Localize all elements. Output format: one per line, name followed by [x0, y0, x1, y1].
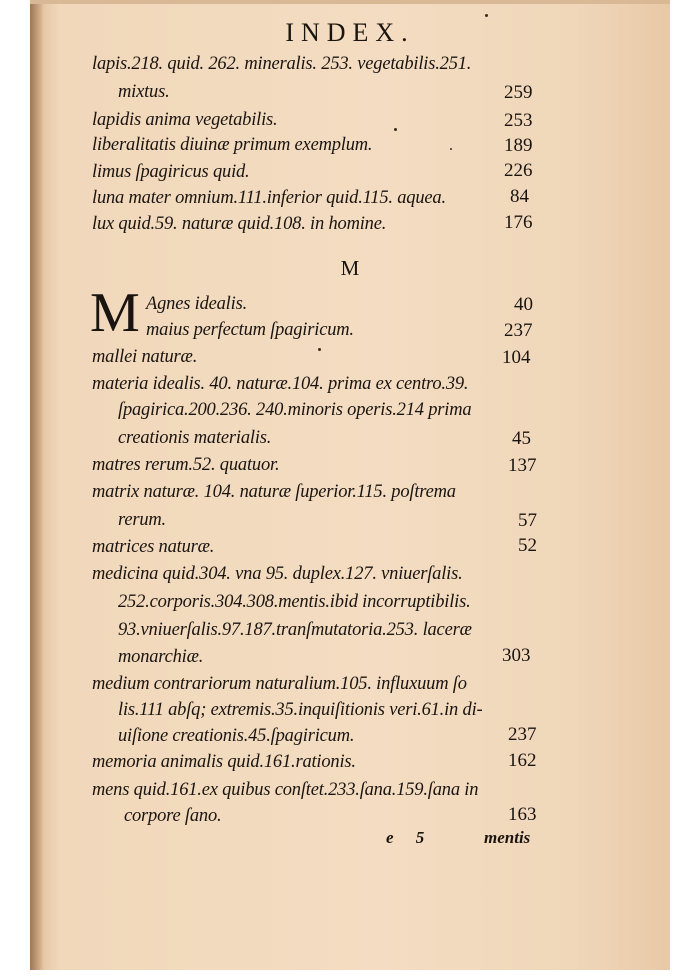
- index-entry: mens quid.161.ex quibus conſtet.233.ſana.159.ſana in: [92, 780, 479, 800]
- section-letter: M: [340, 256, 360, 280]
- index-entry: memoria animalis quid.161.rationis.: [92, 752, 356, 772]
- index-entry: materia idealis. 40. naturæ.104. prima ex centro.39.: [92, 374, 469, 394]
- page-reference: 259: [504, 82, 533, 103]
- drop-cap: M: [90, 282, 140, 344]
- page-header: INDEX.: [285, 18, 415, 47]
- page-reference: 162: [508, 750, 537, 771]
- page-reference: 137: [508, 455, 537, 476]
- index-entry: mallei naturæ.: [92, 347, 198, 367]
- page-top-edge: [30, 0, 670, 4]
- index-entry: lapidis anima vegetabilis.: [92, 110, 278, 130]
- index-entry: liberalitatis diuinæ primum exemplum.: [92, 135, 373, 155]
- index-entry: monarchiæ.: [118, 647, 204, 667]
- index-entry: 93.vniuerſalis.97.187.tranſmutatoria.253. laceræ: [118, 620, 472, 640]
- page-reference: 52: [518, 535, 537, 556]
- index-entry: uiſione creationis.45.ſpagiricum.: [118, 726, 355, 746]
- index-entry: ſpagirica.200.236. 240.minoris operis.214 prima: [118, 400, 472, 420]
- index-entry: medicina quid.304. vna 95. duplex.127. vniuerſalis.: [92, 564, 463, 584]
- index-entry: matrix naturæ. 104. naturæ ſuperior.115. poſtrema: [92, 482, 456, 502]
- page-reference: 303: [502, 645, 531, 666]
- ink-speck: [450, 148, 452, 150]
- index-entry: corpore ſano.: [124, 806, 222, 826]
- page-reference: 226: [504, 160, 533, 181]
- index-entry: 252.corporis.304.308.mentis.ibid incorruptibilis.: [118, 592, 471, 612]
- page-reference: 45: [512, 428, 531, 449]
- index-entry: mixtus.: [118, 82, 170, 102]
- page-reference: 40: [514, 294, 533, 315]
- index-entry: matres rerum.52. quatuor.: [92, 455, 280, 475]
- page-reference: 176: [504, 212, 533, 233]
- signature-mark: e 5: [386, 828, 425, 847]
- index-entry: limus ſpagiricus quid.: [92, 162, 250, 182]
- ink-speck: [318, 348, 321, 351]
- index-entry: luna mater omnium.111.inferior quid.115. aquea.: [92, 188, 446, 208]
- page-reference: 57: [518, 510, 537, 531]
- page-reference: 237: [508, 724, 537, 745]
- page-gutter-shadow: [30, 0, 44, 970]
- index-entry: creationis materialis.: [118, 428, 272, 448]
- index-entry: matrices naturæ.: [92, 537, 215, 557]
- index-entry: rerum.: [118, 510, 166, 530]
- page-reference: 237: [504, 320, 533, 341]
- index-entry: lis.111 abſq; extremis.35.inquiſitionis veri.61.in di-: [118, 700, 483, 720]
- book-page: [30, 0, 670, 970]
- index-entry: lux quid.59. naturæ quid.108. in homine.: [92, 214, 387, 234]
- page-reference: 163: [508, 804, 537, 825]
- page-reference: 84: [510, 186, 529, 207]
- page-reference: 253: [504, 110, 533, 131]
- ink-speck: [485, 14, 488, 17]
- index-entry: maius perfectum ſpagiricum.: [146, 320, 354, 340]
- ink-speck: [394, 128, 397, 131]
- page-reference: 189: [504, 135, 533, 156]
- index-entry: Agnes idealis.: [146, 294, 247, 314]
- index-entry: lapis.218. quid. 262. mineralis. 253. vegetabilis.251.: [92, 54, 472, 74]
- catchword: mentis: [484, 828, 531, 847]
- page-reference: 104: [502, 347, 531, 368]
- index-entry: medium contrariorum naturalium.105. influxuum ſo: [92, 674, 467, 694]
